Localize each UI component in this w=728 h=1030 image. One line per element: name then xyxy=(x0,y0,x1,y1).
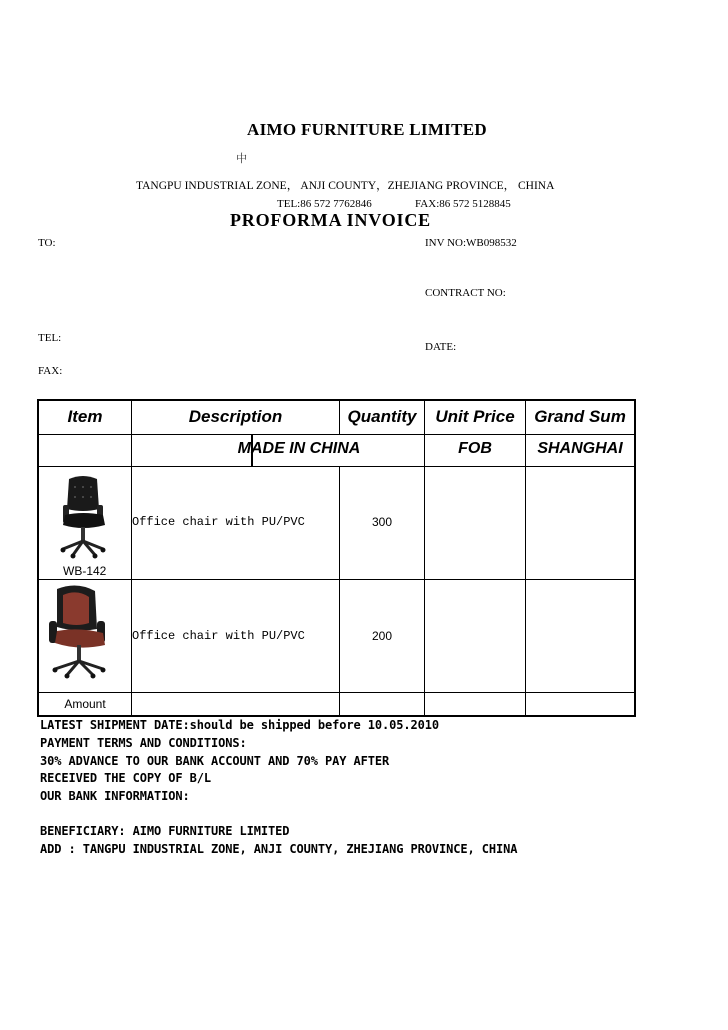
model-number: WB-142 xyxy=(63,564,107,578)
table-rule xyxy=(131,401,132,715)
invoice-table xyxy=(37,399,636,717)
header-unit-price: Unit Price xyxy=(435,407,515,426)
table-rule xyxy=(339,466,340,715)
terms-fob: FOB xyxy=(458,440,492,457)
amount-label: Amount xyxy=(64,697,106,711)
company-tel: TEL:86 572 7762846 xyxy=(277,198,372,210)
terms-port: SHANGHAI xyxy=(537,440,623,457)
made-in-label: MADE IN CHINA xyxy=(237,440,361,457)
company-address: TANGPU INDUSTRIAL ZONE， ANJI COUNTY，ZHEJIANG PROVINCE， CHINA xyxy=(136,180,555,192)
table-rule xyxy=(39,466,634,467)
chair-photo xyxy=(43,585,119,679)
bank-info-title: OUR BANK INFORMATION: xyxy=(40,789,190,803)
beneficiary: BENEFICIARY: AIMO FURNITURE LIMITED xyxy=(40,824,290,838)
item-quantity: 300 xyxy=(371,515,393,529)
document-title: PROFORMA INVOICE xyxy=(230,210,431,230)
item-description: Office chair with PU/PVC xyxy=(132,629,305,643)
item-description: Office chair with PU/PVC xyxy=(132,515,305,529)
invoice-number: INV NO:WB098532 xyxy=(425,237,517,249)
payment-terms-title: PAYMENT TERMS AND CONDITIONS: xyxy=(40,736,247,750)
table-rule xyxy=(39,434,634,435)
header-grand-sum: Grand Sum xyxy=(534,407,626,426)
shipment-date: LATEST SHIPMENT DATE:should be shipped before 10.05.2010 xyxy=(40,718,439,732)
table-rule xyxy=(39,579,634,580)
company-fax: FAX:86 572 5128845 xyxy=(415,198,511,210)
table-rule xyxy=(39,692,634,693)
header-description: Description xyxy=(188,407,283,426)
item-quantity: 200 xyxy=(371,629,393,643)
chinese-mark: 中 xyxy=(236,153,247,165)
chair-photo xyxy=(49,475,117,559)
header-quantity: Quantity xyxy=(347,407,417,426)
date-label: DATE: xyxy=(425,341,457,353)
fax-label: FAX: xyxy=(38,365,63,377)
company-name: AIMO FURNITURE LIMITED xyxy=(247,120,487,139)
payment-terms-line: RECEIVED THE COPY OF B/L xyxy=(40,771,211,785)
contract-number: CONTRACT NO: xyxy=(425,287,506,299)
header-item: Item xyxy=(67,407,103,426)
tel-label: TEL: xyxy=(38,332,62,344)
beneficiary-address: ADD : TANGPU INDUSTRIAL ZONE, ANJI COUNTY, ZHEJIANG PROVINCE, CHINA xyxy=(40,842,518,856)
payment-terms-line: 30% ADVANCE TO OUR BANK ACCOUNT AND 70% PAY AFTER xyxy=(40,754,390,768)
to-label: TO: xyxy=(38,237,56,249)
